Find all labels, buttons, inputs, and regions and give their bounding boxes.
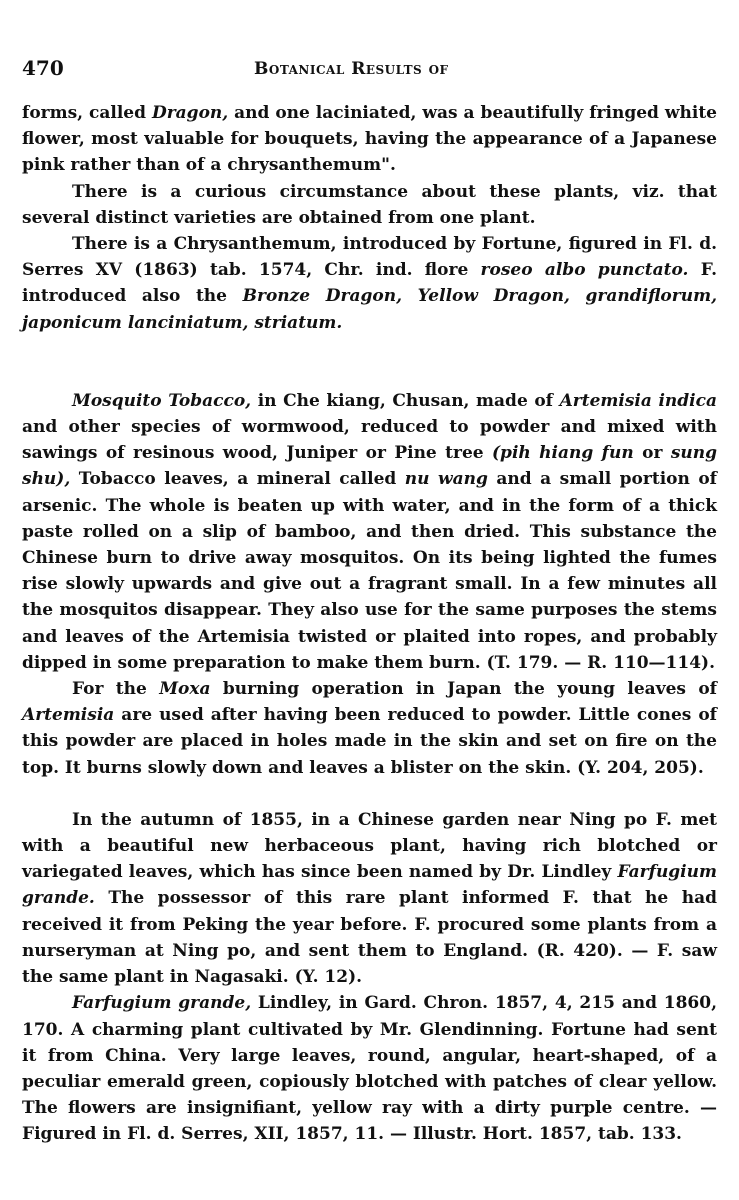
italic-text: Artemisia indica: [559, 390, 717, 411]
italic-text: roseo albo punctato.: [480, 260, 689, 281]
paragraph: [22, 990, 717, 1147]
italic-text: Farfugium grande,: [72, 993, 252, 1014]
body-text: [22, 100, 717, 1148]
text-run: are used after having been reduced to powder. Little cones of this powder are placed in holes made in the skin and set on fire on the top. It burns slowly down and leaves a blister on the skin. (Y. 204, 205).: [22, 705, 717, 778]
text-run: or: [633, 443, 671, 464]
italic-text: Dragon,: [151, 103, 229, 123]
paragraph: [22, 231, 717, 336]
italic-text: sung shu),: [22, 443, 718, 490]
italic-text: Mosquito Tobacco,: [72, 390, 252, 411]
text-run: and other species of wormwood, reduced to powder and mixed with sawings of resinous wood, Juniper or Pine tree: [22, 417, 717, 464]
text-run: There is a curious circumstance about these plants, viz. that several distinct varieties are obtained from one plant.: [22, 181, 717, 228]
page-header: [22, 56, 722, 86]
text-run: and one laciniated, was a beautifully fringed white flower, most valuable for bouquets, having the appearance of a Japanese pink rather than of a chrysanthemum".: [22, 103, 717, 176]
running-title: Botanical Results of: [254, 59, 449, 79]
text-run: There is a Chrysanthemum, introduced by Fortune, figured in Fl. d. Serres XV (1863) tab. 1574, Chr. ind. flore: [22, 234, 717, 281]
italic-text: Bronze Dragon, Yellow Dragon, grandiflorum, japonicum lanciniatum, striatum.: [22, 286, 717, 333]
paragraph: [22, 676, 717, 781]
paragraph: [22, 388, 717, 676]
italic-text: Moxa: [159, 679, 211, 700]
text-run: Lindley, in Gard. Chron. 1857, 4, 215 and 1860, 170. A charming plant cultivated by Mr. Glendinning. Fortune had sent it from China. Very large leaves, round, angular, heart-shaped, of a peculiar emerald green, copiously blotched with patches of clear yellow. The flowers are insignifiant, yellow ray with a dirty purple centre. — Figured in Fl. d. Serres, XII, 1857, 11. — Illustr. Hort. 1857, tab. 133.: [22, 993, 718, 1145]
italic-text: nu wang: [404, 469, 488, 490]
italic-text: Farfugium grande.: [22, 862, 717, 909]
italic-text: Artemisia: [22, 705, 115, 726]
text-run: For the: [72, 679, 160, 700]
text-run: burning operation in Japan the young leaves of: [210, 679, 717, 700]
text-run: in Che kiang, Chusan, made of: [251, 390, 560, 411]
text-run: F. introduced also the: [22, 260, 718, 307]
page-number: 470: [22, 56, 64, 80]
paragraph: [22, 100, 717, 179]
text-run: and a small portion of arsenic. The whole is beaten up with water, and in the form of a thick paste rolled on a slip of bamboo, and then dried. This substance the Chinese burn to drive away mosquitos. On its being lighted the fumes rise slowly upwards and give out a fragrant small. In a few minutes all the mosquitos disappear. They also use for the same purposes the stems and leaves of the Artemisia twisted or plaited into ropes, and probably dipped in some preparation to make them burn. (T. 179. — R. 110—114).: [22, 469, 717, 673]
paragraph: [22, 807, 717, 990]
text-run: The possessor of this rare plant informed F. that he had received it from Peking the year before. F. procured some plants from a nurseryman at Ning po, and sent them to England. (R. 420). — F. saw the same plant in Nagasaki. (Y. 12).: [22, 888, 717, 988]
italic-text: (pih hiang fun: [492, 443, 634, 464]
text-run: Tobacco leaves, a mineral called: [70, 469, 405, 490]
paragraph: [22, 179, 717, 231]
text-run: forms, called: [22, 103, 152, 123]
text-run: In the autumn of 1855, in a Chinese garden near Ning po F. met with a beautiful new herbaceous plant, having rich blotched or variegated leaves, which has since been named by Dr. Lindley: [22, 809, 717, 883]
